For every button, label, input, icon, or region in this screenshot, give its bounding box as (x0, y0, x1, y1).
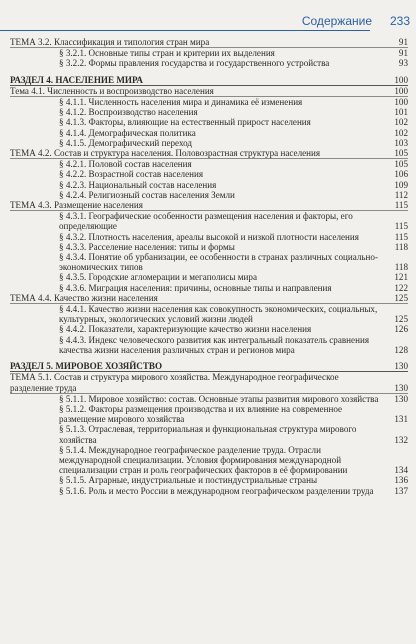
toc-entry-title: § 4.4.1. Качество жизни населения как совокупность экономических, социальных, культурных, экологических условий жизни людей (59, 304, 378, 325)
toc-paragraph[interactable] (10, 283, 408, 293)
toc-paragraph[interactable] (10, 107, 408, 117)
toc-entry-page: 137 (394, 485, 408, 496)
toc-paragraph[interactable] (10, 128, 408, 138)
toc-entry-title: § 4.3.1. Географические особенности размещения населения и факторы, его определяющие (59, 211, 353, 232)
toc-entry-title: ТЕМА 5.1. Состав и структура мирового хозяйства. Международное географическое разделение труда (10, 372, 339, 393)
toc-paragraph[interactable] (10, 232, 408, 242)
toc-entry-page: 136 (394, 475, 408, 486)
toc-entry-title: РАЗДЕЛ 5. МИРОВОЕ ХОЗЯЙСТВО (10, 361, 163, 372)
toc-entry-page: 115 (394, 200, 408, 211)
toc-entry-title: ТЕМА 4.3. Размещение населения (10, 200, 143, 211)
toc-entry-page: 106 (394, 169, 408, 180)
toc-entry-title: РАЗДЕЛ 4. НАСЕЛЕНИЕ МИРА (10, 74, 143, 85)
toc-entry-page: 101 (394, 107, 408, 118)
toc-topic[interactable] (10, 37, 408, 48)
toc-entry-title: Тема 4.1. Численность и воспроизводство населения (10, 85, 214, 96)
toc-paragraph[interactable] (10, 252, 408, 272)
table-of-contents (10, 37, 408, 496)
toc-entry-page: 118 (394, 241, 408, 252)
toc-entry-title: § 5.1.5. Аграрные, индустриальные и постиндустриальные страны (59, 475, 318, 486)
toc-paragraph[interactable] (10, 159, 408, 169)
toc-paragraph[interactable] (10, 324, 408, 334)
toc-paragraph[interactable] (10, 138, 408, 148)
toc-entry-page: 100 (394, 97, 408, 108)
toc-entry-page: 122 (394, 282, 408, 293)
toc-paragraph[interactable] (10, 58, 408, 68)
toc-entry-page: 105 (394, 148, 408, 159)
toc-paragraph[interactable] (10, 211, 408, 231)
page-header (0, 0, 416, 36)
toc-paragraph[interactable] (10, 190, 408, 200)
toc-entry-title: § 4.2.1. Половой состав населения (59, 159, 192, 170)
toc-entry-title: § 4.3.2. Плотность населения, ареалы высокой и низкой плотности населения (59, 231, 359, 242)
toc-entry-page: 125 (394, 292, 408, 303)
toc-section[interactable] (10, 361, 408, 372)
toc-entry-page: 115 (394, 231, 408, 242)
toc-entry-title: § 5.1.6. Роль и место России в международном географическом разделении труда (59, 485, 374, 496)
toc-entry-title: § 3.2.1. Основные типы стран и критерии их выделения (59, 48, 275, 59)
toc-entry-page: 115 (394, 221, 408, 232)
toc-paragraph[interactable] (10, 272, 408, 282)
toc-entry-title: ТЕМА 3.2. Классификация и типология стран мира (10, 37, 210, 47)
toc-paragraph[interactable] (10, 48, 408, 58)
toc-entry-page: 91 (398, 48, 408, 59)
toc-entry-title: § 4.2.4. Религиозный состав населения Земли (59, 189, 235, 200)
toc-entry-title: § 4.4.3. Индекс человеческого развития как интегральный показатель сравнения качества жизни населения различных стран и регионов мира (59, 334, 369, 355)
toc-entry-page: 112 (394, 189, 408, 200)
toc-entry-page: 105 (394, 159, 408, 170)
toc-entry-title: § 4.2.3. Национальный состав населения (59, 179, 217, 190)
toc-entry-title: § 5.1.4. Международное географическое разделение труда. Отрасли международной специализации. Условия формирования международной специализации стран и роль географических факторов в её формировании (59, 444, 348, 476)
toc-entry-title: § 4.1.3. Факторы, влияющие на естественный прирост населения (59, 117, 311, 128)
toc-entry-title: § 4.4.2. Показатели, характеризующие качество жизни населения (59, 324, 312, 335)
toc-paragraph[interactable] (10, 486, 408, 496)
toc-paragraph[interactable] (10, 475, 408, 485)
toc-section[interactable] (10, 75, 408, 86)
header-rule (0, 30, 370, 31)
toc-entry-title: § 4.3.5. Городские агломерации и мегаполисы мира (59, 272, 258, 283)
toc-entry-page: 131 (394, 414, 408, 425)
toc-paragraph[interactable] (10, 404, 408, 424)
toc-paragraph[interactable] (10, 97, 408, 107)
toc-entry-page: 100 (394, 74, 408, 85)
toc-paragraph[interactable] (10, 117, 408, 127)
toc-entry-page: 126 (394, 324, 408, 335)
toc-entry-title: § 5.1.2. Факторы размещения производства и их влияние на современное размещение мирового хозяйства (59, 403, 343, 425)
page-number: 233 (389, 14, 410, 28)
toc-entry-page: 102 (394, 127, 408, 138)
toc-entry-title: § 4.1.4. Демографическая политика (59, 127, 196, 138)
toc-entry-page: 109 (394, 179, 408, 190)
toc-paragraph[interactable] (10, 242, 408, 252)
toc-entry-page: 125 (394, 314, 408, 325)
toc-entry-page: 102 (394, 117, 408, 128)
toc-entry-title: § 4.3.6. Миграция населения: причины, основные типы и направления (59, 282, 332, 293)
toc-paragraph[interactable] (10, 335, 408, 355)
toc-entry-title: § 4.2.2. Возрастной состав населения (59, 169, 204, 180)
toc-entry-title: § 4.1.1. Численность населения мира и динамика её изменения (59, 97, 303, 108)
toc-paragraph[interactable] (10, 394, 408, 404)
toc-entry-page: 91 (398, 37, 408, 47)
toc-entry-title: § 3.2.2. Формы правления государства и государственного устройства (59, 58, 330, 69)
toc-paragraph[interactable] (10, 169, 408, 179)
toc-entry-page: 132 (394, 434, 408, 445)
toc-paragraph[interactable] (10, 304, 408, 324)
running-title: Содержание (301, 14, 372, 28)
toc-topic[interactable] (10, 372, 408, 393)
toc-entry-page: 134 (394, 465, 408, 476)
toc-entry-page: 118 (394, 262, 408, 273)
toc-entry-page: 128 (394, 344, 408, 355)
toc-topic[interactable] (10, 293, 408, 304)
toc-entry-title: § 4.1.2. Воспроизводство населения (59, 107, 198, 118)
toc-topic[interactable] (10, 86, 408, 97)
toc-entry-page: 121 (394, 272, 408, 283)
toc-paragraph[interactable] (10, 180, 408, 190)
toc-entry-page: 100 (394, 85, 408, 96)
toc-entry-title: § 5.1.3. Отраслевая, территориальная и функциональная структура мирового хозяйства (59, 424, 357, 445)
toc-entry-page: 93 (398, 58, 408, 69)
toc-paragraph[interactable] (10, 424, 408, 444)
toc-entry-page: 130 (394, 382, 408, 393)
toc-entry-page: 130 (394, 393, 408, 404)
toc-entry-title: § 4.1.5. Демографический переход (59, 137, 193, 148)
toc-topic[interactable] (10, 148, 408, 159)
toc-entry-title: § 4.3.4. Понятие об урбанизации, ее особенности в странах различных социально-экономических типов (59, 252, 378, 273)
toc-entry-title: ТЕМА 4.4. Качество жизни населения (10, 292, 158, 303)
toc-entry-title: § 4.3.3. Расселение населения: типы и формы (59, 241, 235, 252)
toc-entry-title: § 5.1.1. Мировое хозяйство: состав. Основные этапы развития мирового хозяйства (59, 393, 379, 404)
toc-topic[interactable] (10, 200, 408, 211)
toc-entry-title: ТЕМА 4.2. Состав и структура населения. Половозрастная структура населения (10, 148, 321, 159)
toc-entry-page: 103 (394, 137, 408, 148)
toc-entry-page: 130 (394, 361, 408, 372)
toc-paragraph[interactable] (10, 445, 408, 476)
